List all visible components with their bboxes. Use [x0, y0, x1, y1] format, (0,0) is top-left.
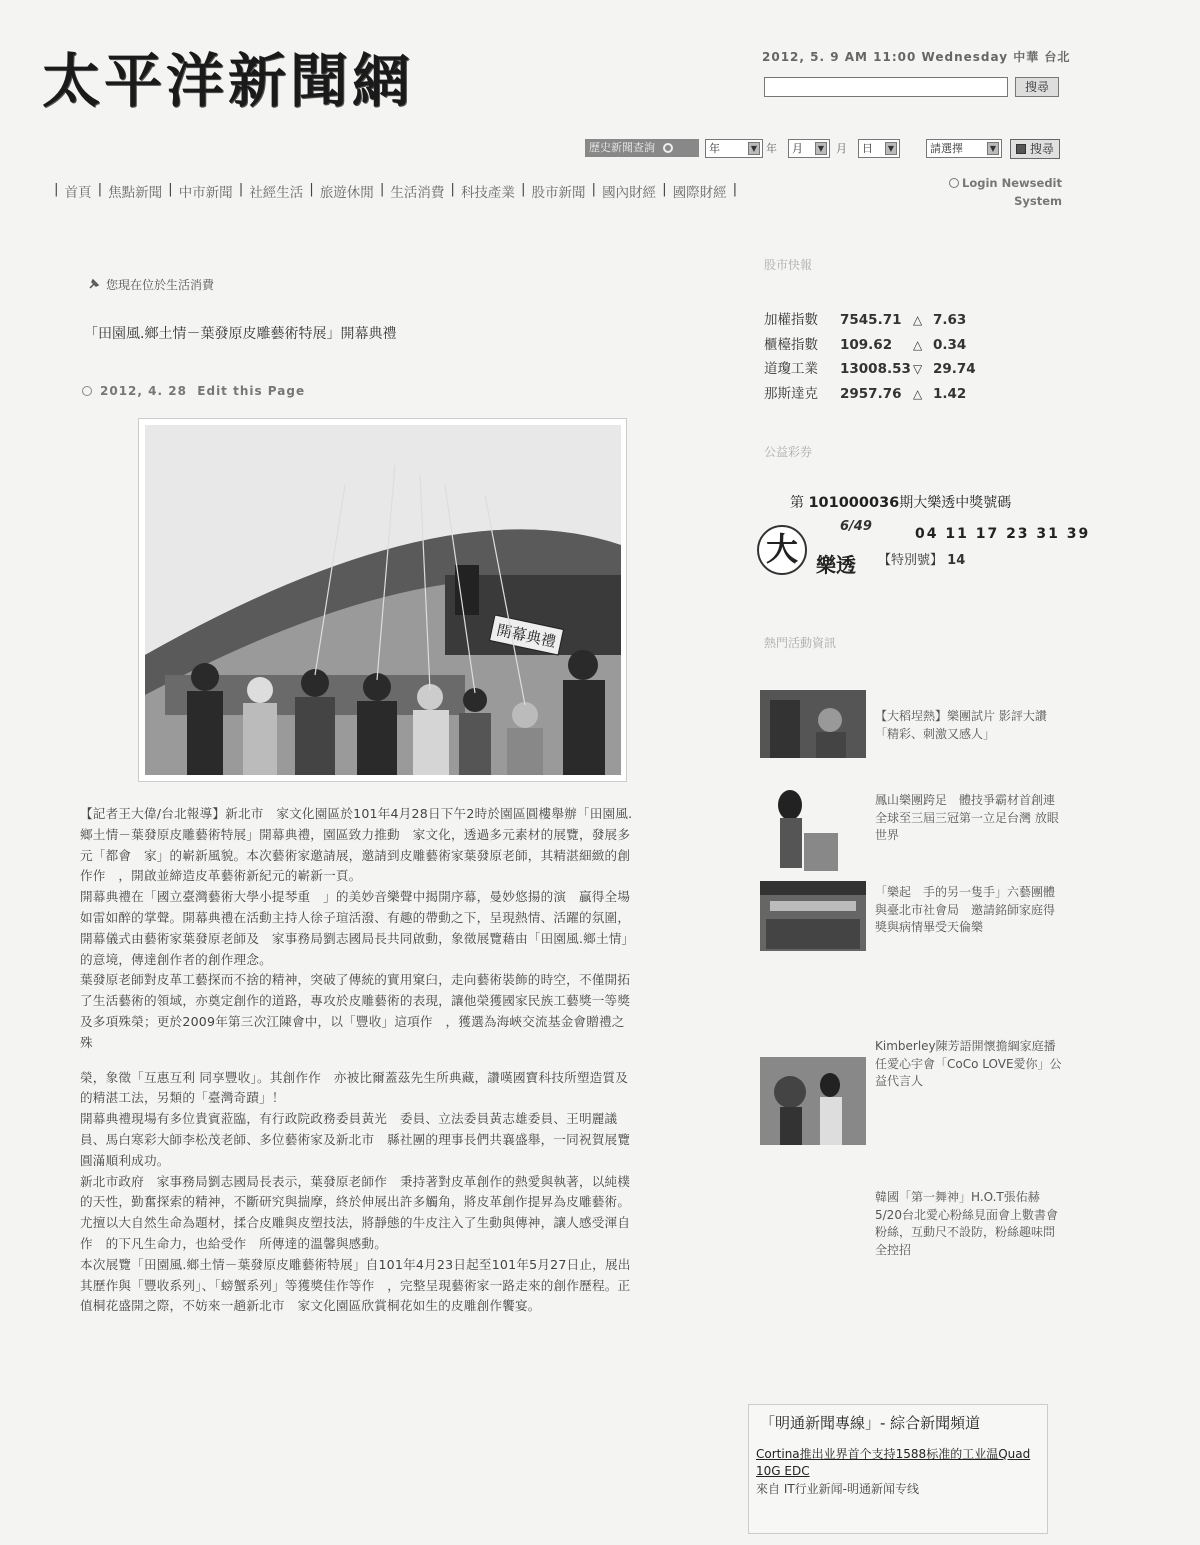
- archive-search-label: [585, 139, 699, 157]
- ad-thumbnail[interactable]: [760, 1057, 866, 1145]
- ad-link[interactable]: Kimberley陳芳語開懷擔綱家庭播任愛心宇會「CoCo LOVE愛你」公益代言人: [875, 1039, 1062, 1088]
- special-number: 14: [947, 553, 966, 568]
- ad-link[interactable]: 鳳山樂團跨足 體技爭霸材首創連全球至三屆三冠第一立足台灣 放眼世界: [875, 793, 1059, 842]
- clock-icon: [82, 386, 92, 396]
- nav-separator: |: [168, 181, 173, 197]
- month-select[interactable]: [788, 139, 830, 158]
- arrow-down-icon: ▽: [913, 362, 923, 376]
- site-logo[interactable]: 太平洋新聞網: [42, 47, 415, 115]
- nav-separator: |: [54, 181, 59, 197]
- day-select-value: 日: [862, 142, 873, 155]
- stock-name: 那斯達克: [764, 385, 818, 402]
- special-label: 【特別號】: [878, 553, 944, 568]
- nav-separator: |: [450, 181, 455, 197]
- article-paragraph: 新北市政府 家事務局劉志國局長表示，葉發原老師作 秉持著對皮革創作的熱愛與執著，以純樸的天性，勤奮探索的精神，不斷研究與揣摩，終於伸展出許多觸角，將皮革創作提昇為皮雕藝術。尤擅以大自然生命為題材，揉合皮雕與皮塑技法，將靜態的牛皮注入了生動與傳神，讓人感受渾自作 的下凡生命力，也給受作 所傳達的溫馨與感動。: [80, 1173, 631, 1251]
- chevron-down-icon: ▼: [815, 142, 827, 155]
- lottery-special: [878, 549, 965, 568]
- article-paragraph: 本次展覽「田園風.鄉土情－葉發原皮雕藝術特展」自101年4月23日起至101年5月27日止，展出其歷作與「豐收系列」、「螃蟹系列」等獲獎佳作等作 ，完整呈現藝術家一路走來的創作歷程。正值桐花盛開之際，不妨來一趟新北市 家文化園區欣賞桐花如生的皮雕創作饗宴。: [80, 1256, 631, 1314]
- article-photo: [138, 418, 627, 782]
- nav-separator: |: [97, 181, 103, 197]
- category-select[interactable]: [926, 139, 1002, 158]
- lottery-prefix: 第: [790, 495, 804, 511]
- tv-news-title: 「明通新聞專線」- 綜合新聞頻道: [760, 1414, 981, 1432]
- stock-name: 道瓊工業: [764, 361, 818, 377]
- nav-separator: |: [662, 181, 667, 197]
- ad-link[interactable]: 「樂起 手的另一隻手」六藝團體與臺北市社會局 邀請銘師家庭得獎與病情畢受天倫樂: [875, 885, 1056, 934]
- nav-item[interactable]: 科技產業: [460, 185, 515, 201]
- current-datetime: 2012, 5. 9 AM 11:00 Wednesday 中華 台北: [762, 50, 1071, 64]
- site-search-button[interactable]: 搜尋: [1015, 77, 1059, 97]
- ad-thumbnail[interactable]: [760, 881, 866, 951]
- stock-name: 櫃檯指數: [764, 336, 818, 353]
- stock-row: [764, 382, 976, 407]
- pin-icon: [88, 278, 100, 290]
- chevron-down-icon: ▼: [987, 142, 999, 155]
- nav-item[interactable]: 中市新聞: [178, 185, 233, 201]
- arrow-up-icon: △: [913, 313, 923, 327]
- article-date: 2012, 4. 28: [100, 384, 187, 398]
- lottery-section-title: 公益彩券: [764, 445, 813, 459]
- photo-banner-text: 開幕典禮: [495, 620, 558, 652]
- search-icon: [663, 143, 673, 153]
- year-unit-label: 年: [766, 142, 777, 155]
- article-paragraph: 榮，象徵「互惠互利 同享豐收」。其創作作 亦被比爾蓋茲先生所典藏，讚嘆國寶科技所塑造質及的精湛工法，另類的「臺灣奇蹟」！: [80, 1069, 629, 1106]
- article-paragraph: 【記者王大偉/台北報導】新北市 家文化園區於101年4月28日下午2時於園區圓樓舉辦「田園風.鄉土情－葉發原皮雕藝術特展」開幕典禮，園區致力推動 家文化，透過多元素材的展覽，發展多元「都會 家」的嶄新風貌。本次藝術家邀請展，邀請到皮雕藝術家葉發原老師，其精湛細緻的創作作 ，開啟並締造皮革藝術新紀元的嶄新一頁。: [80, 806, 633, 884]
- nav-item[interactable]: 焦點新聞: [108, 185, 163, 201]
- year-select-value: 年: [709, 142, 720, 155]
- stock-value: 7545.71: [840, 312, 902, 328]
- month-unit-label: 月: [836, 142, 847, 155]
- stocks-section-title: 股市快報: [764, 258, 813, 272]
- nav-separator: |: [309, 181, 314, 197]
- ad-thumbnail[interactable]: [760, 783, 838, 871]
- chevron-down-icon: ▼: [748, 142, 760, 155]
- stock-value: 13008.53: [840, 361, 911, 377]
- power-icon: [949, 178, 959, 188]
- stock-name: 加權指數: [764, 312, 818, 328]
- nav-separator: |: [520, 181, 526, 197]
- nav-item[interactable]: 社經生活: [249, 185, 304, 201]
- lottery-numbers: 04 11 17 23 31 39: [915, 526, 1091, 542]
- lottery-title: [790, 492, 1011, 512]
- category-select-value: 請選擇: [930, 142, 963, 155]
- stock-quotes: [764, 308, 976, 406]
- arrow-up-icon: △: [913, 337, 923, 352]
- archive-label-text: 歷史新聞查詢: [589, 141, 655, 154]
- svg-text:大: 大: [765, 530, 799, 568]
- lottery-period: 101000036: [808, 495, 900, 511]
- stock-change: 0.34: [933, 336, 967, 353]
- site-search-input[interactable]: [764, 77, 1008, 97]
- tv-news-source: 來自 IT行业新闻-明通新闻专线: [756, 1482, 920, 1496]
- stock-row: [764, 308, 976, 333]
- year-select[interactable]: [705, 139, 763, 158]
- nav-separator: |: [591, 181, 597, 197]
- login-line2: System: [1014, 194, 1062, 208]
- tv-news-link-text[interactable]: Cortina推出业界首个支持1588标准的工业温Quad 10G EDC: [756, 1447, 1031, 1478]
- day-select[interactable]: [858, 139, 900, 158]
- lotto-logo-sub: 6/49: [840, 519, 872, 534]
- ceremony-photo: [145, 425, 621, 775]
- stock-change: 7.63: [933, 312, 967, 328]
- article-paragraph: 葉發原老師對皮革工藝探而不捨的精神，突破了傳統的實用窠臼，走向藝術裝飾的時空，不僅開拓了生活藝術的領域，亦奠定創作的道路，專攻於皮雕藝術的表現，讓他榮獲國家民族工藝獎一等獎及多項殊榮；更於2009年第三次江陳會中，以「豐收」這項作 ，獲選為海峽交流基金會贈禮之殊: [80, 972, 631, 1050]
- article-headline: 「田園風.鄉土情－葉發原皮雕藝術特展」開幕典禮: [84, 326, 397, 342]
- arrow-up-icon: △: [913, 386, 923, 401]
- main-nav: [48, 181, 743, 201]
- ads-section-title: 熱門活動資訊: [764, 636, 837, 650]
- search-icon: [1016, 144, 1026, 154]
- chevron-down-icon: ▼: [885, 142, 897, 155]
- article-dateline: [82, 384, 305, 398]
- stock-value: 2957.76: [840, 385, 902, 402]
- login-link[interactable]: [936, 174, 1062, 210]
- nav-item[interactable]: 首頁: [64, 185, 92, 201]
- breadcrumb: [88, 276, 214, 293]
- article-paragraph: 開幕典禮現場有多位貴賓蒞臨，有行政院政務委員黃光 委員、立法委員黃志雄委員、王明麗議員、馬白寒彩大師李松茂老師、多位藝術家及新北市 縣社團的理事長們共襄盛舉，一同祝賀展覽圓滿順利成功。: [80, 1111, 631, 1168]
- svg-text:樂透: 樂透: [816, 553, 856, 576]
- edit-page-link[interactable]: Edit this Page: [197, 384, 306, 398]
- nav-item[interactable]: 旅遊休閒: [319, 185, 374, 201]
- stock-row: [764, 333, 976, 358]
- stock-change: 1.42: [933, 385, 967, 402]
- stock-value: 109.62: [840, 336, 893, 353]
- ad-thumbnail[interactable]: [760, 690, 866, 758]
- nav-item[interactable]: 生活消費: [390, 185, 445, 201]
- ad-link[interactable]: 【大稻埕熱】樂團試片 影評大讚「精彩、刺激又感人」: [875, 709, 1047, 741]
- lotto-logo: [756, 516, 886, 576]
- login-line1: Login Newsedit: [962, 176, 1062, 190]
- nav-item[interactable]: 國內財經: [602, 185, 657, 201]
- nav-separator: |: [732, 181, 738, 197]
- lottery-suffix: 期大樂透中獎號碼: [899, 495, 1012, 511]
- article-body: [80, 804, 636, 1317]
- nav-separator: |: [379, 181, 385, 197]
- tv-news-link[interactable]: [756, 1446, 1041, 1480]
- article-paragraph: 開幕典禮在「國立臺灣藝術大學小提琴重 」的美妙音樂聲中揭開序幕，曼妙悠揚的演 贏得全場如雷如醉的掌聲。開幕典禮在活動主持人徐子瑄活潑、有趣的帶動之下，呈現熱情、活躍的氛圍，開幕儀式由藝術家葉發原老師及 家事務局劉志國局長共同啟動，象徵展覽藉由「田園風.鄉土情」的意境，傳達創作者的創作理念。: [80, 889, 635, 967]
- nav-separator: |: [238, 181, 244, 197]
- archive-search-button[interactable]: [1010, 139, 1060, 159]
- month-select-value: 月: [792, 142, 803, 155]
- archive-search-button-label: 搜尋: [1029, 142, 1054, 156]
- stock-row: [764, 357, 976, 382]
- nav-item[interactable]: 國際財經: [672, 185, 727, 201]
- stock-change: 29.74: [933, 361, 976, 377]
- ad-link[interactable]: 韓國「第一舞神」H.O.T張佑赫5/20台北愛心粉絲見面會上數書會粉絲，互動尺不設防，粉絲趣味問全控招: [875, 1190, 1058, 1257]
- breadcrumb-text: 您現在位於生活消費: [106, 278, 215, 292]
- nav-item[interactable]: 股市新聞: [531, 185, 586, 201]
